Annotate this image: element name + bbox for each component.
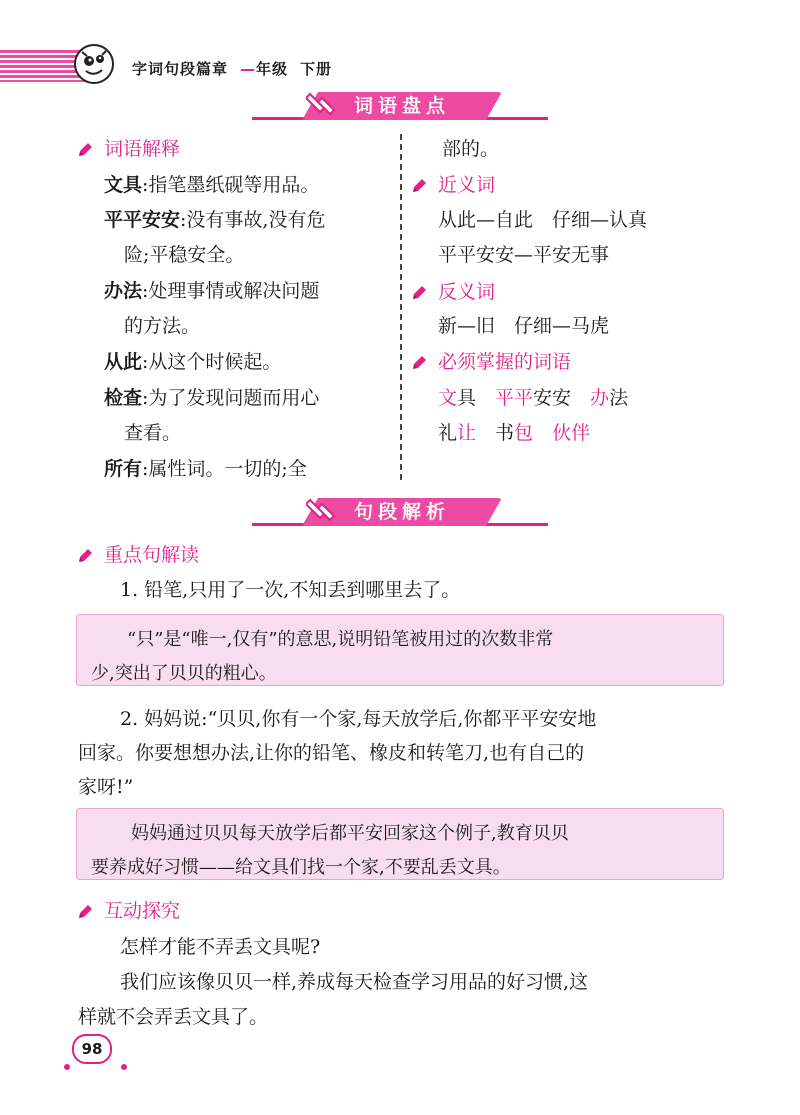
synonym-line-1: 从此—自此 仔细—认真 bbox=[438, 209, 648, 231]
entry-pingping-cont: 险;平稳安全。 bbox=[124, 244, 245, 266]
grade-label: 年级 bbox=[256, 60, 289, 78]
volume-label: 下册 bbox=[300, 60, 333, 78]
entry-congci: 从此:从这个时候起。 bbox=[104, 351, 282, 373]
explore-question: 怎样才能不弄丢文具呢? bbox=[120, 936, 321, 958]
header-dash: — bbox=[240, 60, 257, 78]
entry-jiancha-cont: 查看。 bbox=[124, 422, 182, 444]
sentence-banner bbox=[252, 496, 548, 530]
synonym-subhead bbox=[412, 170, 495, 197]
note-1-line-2: 少,突出了贝贝的粗心。 bbox=[91, 663, 277, 684]
explore-title: 互动探究 bbox=[104, 900, 181, 922]
synonym-line-2: 平平安安—平安无事 bbox=[438, 244, 610, 266]
note-2 bbox=[76, 808, 724, 880]
sentence-2-line-1: 2. 妈妈说:“贝贝,你有一个家,每天放学后,你都平平安安地 bbox=[120, 708, 597, 730]
note-1 bbox=[76, 614, 724, 686]
entry-banfa-cont: 的方法。 bbox=[124, 315, 201, 337]
must-title: 必须掌握的词语 bbox=[438, 351, 572, 373]
key-subhead bbox=[78, 540, 199, 567]
pen-bullet-icon bbox=[412, 284, 428, 300]
note-2-line-1: 妈妈通过贝贝每天放学后都平安回家这个例子,教育贝贝 bbox=[131, 823, 569, 844]
entry-suoyou-cont: 部的。 bbox=[442, 138, 500, 160]
page-number: 98 bbox=[72, 1034, 112, 1064]
entry-jiancha: 检查:为了发现问题而用心 bbox=[104, 387, 320, 409]
pen-bullet-icon bbox=[412, 354, 428, 370]
note-2-line-2: 要养成好习惯——给文具们找一个家,不要乱丢文具。 bbox=[91, 857, 511, 878]
pen-bullet-icon bbox=[78, 547, 94, 563]
page-dots-decoration bbox=[62, 1060, 132, 1074]
book-title: 字词句段篇章 bbox=[132, 60, 229, 78]
pen-bullet-icon bbox=[78, 903, 94, 919]
synonym-title: 近义词 bbox=[438, 174, 496, 196]
antonym-subhead bbox=[412, 277, 495, 304]
key-title: 重点句解读 bbox=[104, 544, 200, 566]
entry-banfa: 办法:处理事情或解决问题 bbox=[104, 280, 320, 302]
vocab-banner-title: 词语盘点 bbox=[353, 95, 450, 117]
antonym-title: 反义词 bbox=[438, 281, 496, 303]
note-1-line-1: “只”是“唯一,仅有”的意思,说明铅笔被用过的次数非常 bbox=[127, 629, 554, 650]
sentence-1: 1. 铅笔,只用了一次,不知丢到哪里去了。 bbox=[120, 579, 461, 601]
sentence-banner-title: 句段解析 bbox=[353, 501, 450, 523]
explore-answer-line-1: 我们应该像贝贝一样,养成每天检查学习用品的好习惯,这 bbox=[120, 971, 589, 993]
cartoon-logo-icon bbox=[74, 44, 114, 84]
entry-pingping: 平平安安:没有事故,没有危 bbox=[104, 209, 326, 231]
explain-subhead bbox=[78, 134, 180, 161]
explore-subhead bbox=[78, 896, 180, 923]
entry-suoyou: 所有:属性词。一切的;全 bbox=[104, 458, 307, 480]
vocab-banner bbox=[252, 90, 548, 124]
book-header bbox=[132, 58, 332, 79]
pen-bullet-icon bbox=[78, 141, 94, 157]
pen-bullet-icon bbox=[412, 177, 428, 193]
column-divider bbox=[400, 134, 402, 480]
antonym-line-1: 新—旧 仔细—马虎 bbox=[438, 315, 610, 337]
must-line-2: 礼让 书包 伙伴 bbox=[438, 422, 591, 444]
must-subhead bbox=[412, 347, 571, 374]
explain-title: 词语解释 bbox=[104, 138, 181, 160]
sentence-2-line-2: 回家。你要想想办法,让你的铅笔、橡皮和转笔刀,也有自己的 bbox=[78, 742, 585, 764]
sentence-2-line-3: 家呀!” bbox=[78, 776, 134, 798]
entry-wenju: 文具:指笔墨纸砚等用品。 bbox=[104, 174, 320, 196]
explore-answer-line-2: 样就不会弄丢文具了。 bbox=[78, 1006, 269, 1028]
must-line-1: 文具 平平安安 办法 bbox=[438, 387, 629, 409]
